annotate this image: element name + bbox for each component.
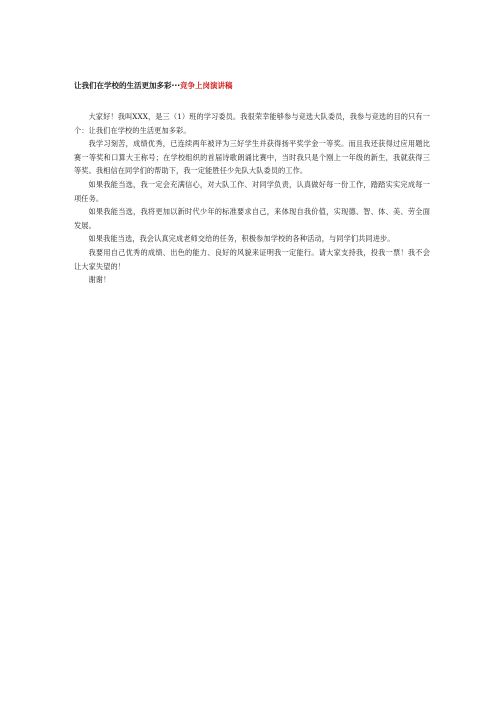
paragraph-achievements: 我学习刻苦，成绩优秀，已连续两年被评为三好学生并获得扬平奖学金一等奖。而且我还获得过应用题比赛一等奖和口算大王称号；在学校组织的首届诗歌朗诵比赛中，当时我只是个刚上一年级的新生，我就获得三等奖。我相信在同学们的帮助下，我一定能胜任少先队大队委员的工作。 <box>74 139 430 176</box>
document-body <box>74 110 430 287</box>
paragraph-promise-responsibility: 如果我能当选，我一定会充满信心，对大队工作、对同学负责，认真做好每一份工作，踏踏实实完成每一项任务。 <box>74 179 430 203</box>
title-suffix-text: 竞争上岗演讲稿 <box>180 81 233 90</box>
title-main-text: 让我们在学校的生活更加多彩··· <box>74 81 181 90</box>
paragraph-appeal: 我要用自己优秀的成绩、出色的能力、良好的风貌来证明我一定能行。请大家支持我，投我一票！我不会让大家失望的！ <box>74 247 430 271</box>
document-title <box>74 80 434 92</box>
paragraph-promise-development: 如果我能当选，我将更加以新时代少年的标准要求自己，来体现自我价值，实现德、智、体、美、劳全面发展。 <box>74 207 430 230</box>
paragraph-thanks: 谢谢！ <box>88 275 111 285</box>
paragraph-greeting: 大家好！我叫XXX，是三（1）班的学习委员。我很荣幸能够参与竞选大队委员，我参与竞选的目的只有一个：让我们在学校的生活更加多彩。 <box>74 112 430 135</box>
paragraph-promise-activities: 如果我能当选，我会认真完成老师交给的任务，积极参加学校的各种活动，与同学们共同进步。 <box>88 234 395 244</box>
